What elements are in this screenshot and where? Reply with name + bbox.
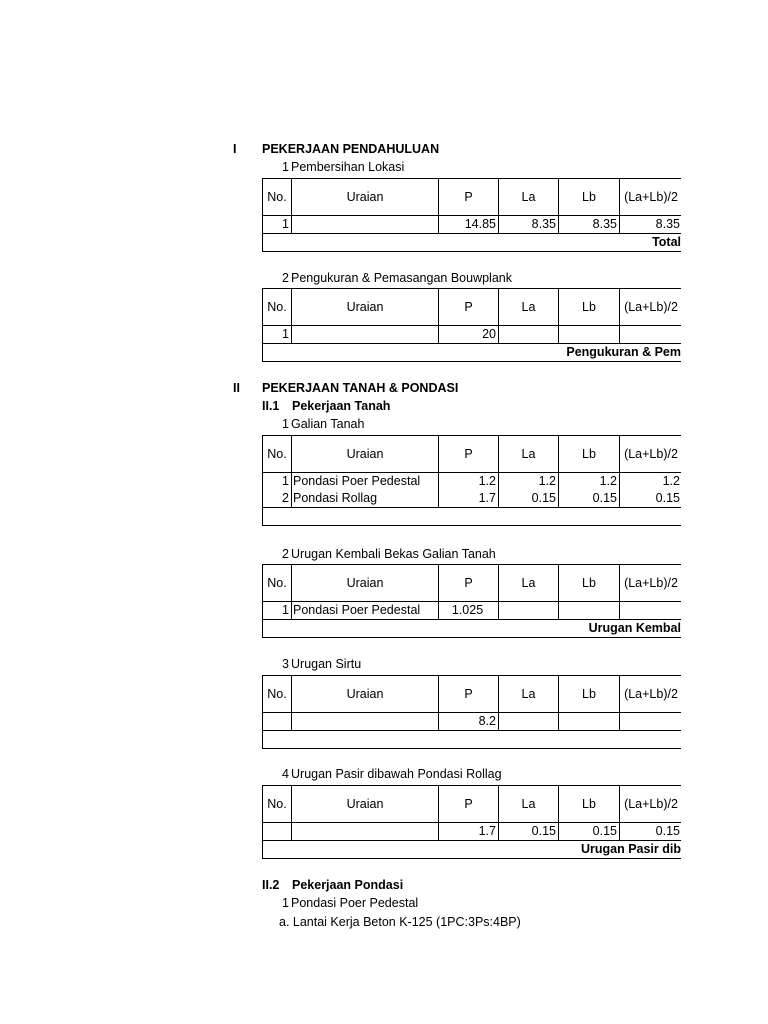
cell-no (263, 823, 289, 840)
cell-uraian (293, 713, 437, 730)
table-footer-row (263, 344, 681, 362)
footer-label: Pengukuran & Pem (566, 345, 681, 359)
cell-avg: 0.15 (655, 824, 680, 838)
cell-p: 1.7 (478, 824, 496, 838)
table-row (263, 490, 681, 508)
col-header-p: P (464, 797, 473, 811)
subsection-number: II.1 (262, 399, 280, 413)
item-title: Pembersihan Lokasi (291, 160, 405, 174)
cell-p: 1.7 (478, 491, 496, 505)
table-row (263, 326, 681, 344)
col-header-p: P (464, 687, 473, 701)
cell-lb: 0.15 (592, 491, 617, 505)
table-header-row (263, 288, 681, 326)
col-header-p: P (464, 447, 473, 461)
cell-uraian (293, 216, 437, 233)
item-title: Urugan Kembali Bekas Galian Tanah (291, 547, 496, 561)
item-title: Galian Tanah (291, 417, 365, 431)
col-header-no: No. (267, 576, 287, 590)
measurement-table (262, 564, 681, 638)
cell-uraian (293, 823, 437, 840)
cell-uraian: Pondasi Rollag (293, 491, 378, 505)
item-title: Pondasi Poer Pedestal (291, 896, 419, 910)
cell-no: 2 (282, 491, 289, 505)
col-header-la: La (521, 687, 536, 701)
col-header-lb: Lb (582, 447, 596, 461)
col-header-la: La (521, 300, 536, 314)
cell-lb: 1.2 (599, 474, 617, 488)
col-header-lb: Lb (582, 576, 596, 590)
subsection-title: Pekerjaan Tanah (292, 399, 391, 413)
table-header-row (263, 564, 681, 602)
measurement-table (262, 785, 681, 859)
cell-no: 1 (282, 603, 289, 617)
col-header-no: No. (267, 797, 287, 811)
col-header-no: No. (267, 687, 287, 701)
cell-p: 1.2 (478, 474, 496, 488)
col-header-lb: Lb (582, 190, 596, 204)
col-header-p: P (464, 300, 473, 314)
col-header-la: La (521, 447, 536, 461)
subsection-number: II.2 (262, 878, 280, 892)
cell-no: 1 (282, 474, 289, 488)
table-footer-row (263, 731, 681, 749)
section-title: PEKERJAAN TANAH & PONDASI (262, 381, 459, 395)
section-roman-numeral: II (233, 381, 240, 395)
cell-lb: 8.35 (592, 217, 617, 231)
col-header-avg: (La+Lb)/2 (624, 576, 678, 590)
item-number: 1 (282, 896, 289, 910)
cell-p: 14.85 (464, 217, 496, 231)
cell-lb (559, 602, 617, 619)
item-title: Urugan Pasir dibawah Pondasi Rollag (291, 767, 502, 781)
cell-avg (620, 326, 680, 343)
table-row (263, 216, 681, 234)
item-number: 1 (282, 160, 289, 174)
section-title: PEKERJAAN PENDAHULUAN (262, 142, 440, 156)
footer-label: Urugan Pasir dib (580, 842, 681, 856)
table-header-row (263, 675, 681, 713)
cell-uraian: Pondasi Poer Pedestal (293, 474, 421, 488)
col-header-no: No. (267, 300, 287, 314)
table-footer-row (263, 620, 681, 638)
item-number: 4 (282, 767, 289, 781)
cell-avg (620, 602, 680, 619)
col-header-uraian: Uraian (346, 797, 384, 811)
table-header-row (263, 435, 681, 473)
col-header-avg: (La+Lb)/2 (624, 300, 678, 314)
item-number: 2 (282, 547, 289, 561)
col-header-uraian: Uraian (346, 447, 384, 461)
sub-item-title: a. Lantai Kerja Beton K-125 (1PC:3Ps:4BP) (279, 915, 521, 929)
cell-la: 8.35 (531, 217, 556, 231)
col-header-uraian: Uraian (346, 300, 384, 314)
cell-p: 8.2 (478, 714, 496, 728)
col-header-p: P (464, 576, 473, 590)
table-row (263, 823, 681, 841)
table-row (263, 713, 681, 731)
measurement-table (262, 435, 681, 526)
col-header-la: La (521, 576, 536, 590)
item-number: 3 (282, 657, 289, 671)
col-header-no: No. (267, 190, 287, 204)
measurement-table (262, 288, 681, 362)
cell-p: 20 (482, 327, 496, 341)
cell-avg: 1.2 (662, 474, 680, 488)
measurement-table (262, 178, 681, 252)
col-header-lb: Lb (582, 687, 596, 701)
table-row (263, 473, 681, 490)
cell-la: 0.15 (531, 824, 556, 838)
col-header-avg: (La+Lb)/2 (624, 190, 678, 204)
footer-label: Urugan Kembal (588, 621, 681, 635)
col-header-p: P (464, 190, 473, 204)
cell-la (499, 713, 556, 730)
col-header-avg: (La+Lb)/2 (624, 687, 678, 701)
item-title: Urugan Sirtu (291, 657, 362, 671)
table-row (263, 602, 681, 620)
cell-lb: 0.15 (592, 824, 617, 838)
item-number: 2 (282, 271, 289, 285)
cell-uraian (293, 326, 437, 343)
col-header-uraian: Uraian (346, 687, 384, 701)
section-roman-numeral: I (233, 142, 237, 156)
cell-avg: 0.15 (655, 491, 680, 505)
cell-uraian: Pondasi Poer Pedestal (293, 603, 421, 617)
cell-lb (559, 713, 617, 730)
footer-label: Total (652, 235, 681, 249)
cell-p: 1.025 (451, 603, 484, 617)
col-header-lb: Lb (582, 300, 596, 314)
col-header-no: No. (267, 447, 287, 461)
cell-avg (620, 713, 680, 730)
cell-lb (559, 326, 617, 343)
cell-no (263, 713, 289, 730)
col-header-la: La (521, 190, 536, 204)
table-footer-row (263, 234, 681, 252)
col-header-la: La (521, 797, 536, 811)
cell-avg: 8.35 (655, 217, 680, 231)
col-header-uraian: Uraian (346, 576, 384, 590)
subsection-title: Pekerjaan Pondasi (292, 878, 404, 892)
col-header-uraian: Uraian (346, 190, 384, 204)
table-footer-row (263, 841, 681, 859)
cell-la (499, 326, 556, 343)
col-header-avg: (La+Lb)/2 (624, 797, 678, 811)
cell-no: 1 (282, 217, 289, 231)
table-footer-row (263, 508, 681, 526)
item-number: 1 (282, 417, 289, 431)
cell-no: 1 (282, 327, 289, 341)
cell-la: 0.15 (531, 491, 556, 505)
cell-la (499, 602, 556, 619)
item-title: Pengukuran & Pemasangan Bouwplank (291, 271, 512, 285)
table-header-row (263, 178, 681, 216)
col-header-lb: Lb (582, 797, 596, 811)
table-header-row (263, 785, 681, 823)
col-header-avg: (La+Lb)/2 (624, 447, 678, 461)
cell-la: 1.2 (538, 474, 556, 488)
measurement-table (262, 675, 681, 749)
